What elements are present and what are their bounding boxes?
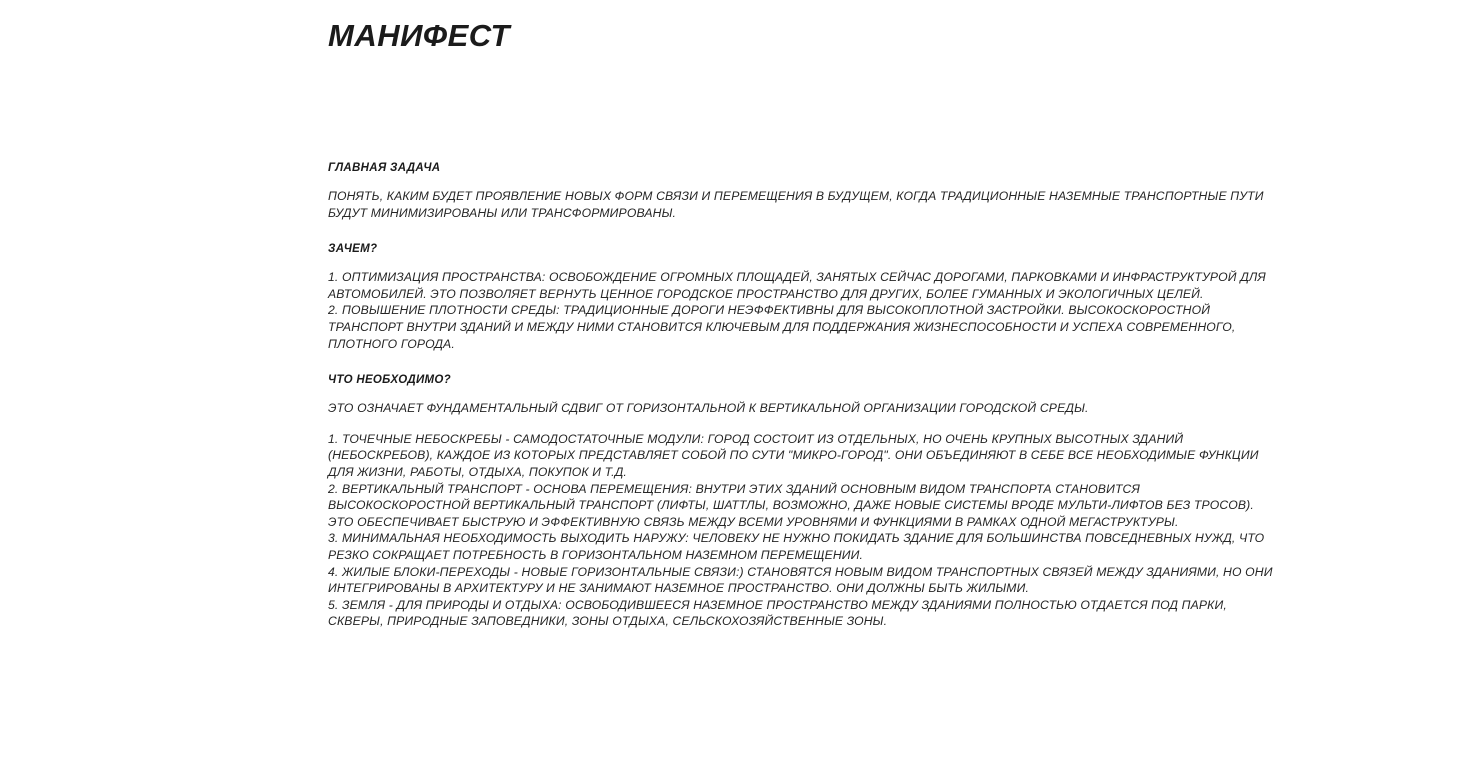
document-body	[328, 162, 1280, 630]
paragraph: 2. ВЕРТИКАЛЬНЫЙ ТРАНСПОРТ - ОСНОВА ПЕРЕМЕЩЕНИЯ: ВНУТРИ ЭТИХ ЗДАНИЙ ОСНОВНЫМ ВИДОМ ТРАНСПОРТА СТАНОВИТСЯ ВЫСОКОСКОРОСТНОЙ ВЕРТИКАЛЬНЫЙ ТРАНСПОРТ (ЛИФТЫ, ШАТТЛЫ, ВОЗМОЖНО, ДАЖЕ НОВЫЕ СИСТЕМЫ ВРОДЕ МУЛЬТИ-ЛИФТОВ БЕЗ ТРОСОВ). ЭТО ОБЕСПЕЧИВАЕТ БЫСТРУЮ И ЭФФЕКТИВНУЮ СВЯЗЬ МЕЖДУ ВСЕМИ УРОВНЯМИ И ФУНКЦИЯМИ В РАМКАХ ОДНОЙ МЕГАСТРУКТУРЫ.	[328, 481, 1254, 529]
spacer	[328, 417, 1280, 431]
section-why	[328, 243, 1280, 352]
section-why-paragraphs	[328, 269, 1280, 352]
paragraph: 4. ЖИЛЫЕ БЛОКИ-ПЕРЕХОДЫ - НОВЫЕ ГОРИЗОНТАЛЬНЫЕ СВЯЗИ:) СТАНОВЯТСЯ НОВЫМ ВИДОМ ТРАНСПОРТНЫХ СВЯЗЕЙ МЕЖДУ ЗДАНИЯМИ, НО ОНИ ИНТЕГРИРОВАНЫ В АРХИТЕКТУРУ И НЕ ЗАНИМАЮТ НАЗЕМНОЕ ПРОСТРАНСТВО. ОНИ ДОЛЖНЫ БЫТЬ ЖИЛЫМИ.	[328, 564, 1273, 596]
paragraph: 1. ОПТИМИЗАЦИЯ ПРОСТРАНСТВА: ОСВОБОЖДЕНИЕ ОГРОМНЫХ ПЛОЩАДЕЙ, ЗАНЯТЫХ СЕЙЧАС ДОРОГАМИ, ПАРКОВКАМИ И ИНФРАСТРУКТУРОЙ ДЛЯ АВТОМОБИЛЕЙ. ЭТО ПОЗВОЛЯЕТ ВЕРНУТЬ ЦЕННОЕ ГОРОДСКОЕ ПРОСТРАНСТВО ДЛЯ ДРУГИХ, БОЛЕЕ ГУМАННЫХ И ЭКОЛОГИЧНЫХ ЦЕЛЕЙ.	[328, 270, 1266, 301]
section-heading-main-task: ГЛАВНАЯ ЗАДАЧА	[328, 162, 441, 174]
spacer	[328, 352, 1280, 374]
paragraph: 1. ТОЧЕЧНЫЕ НЕБОСКРЕБЫ - САМОДОСТАТОЧНЫЕ МОДУЛИ: ГОРОД СОСТОИТ ИЗ ОТДЕЛЬНЫХ, НО ОЧЕНЬ КРУПНЫХ ВЫСОТНЫХ ЗДАНИЙ (НЕБОСКРЕБОВ), КАЖДОЕ ИЗ КОТОРЫХ ПРЕДСТАВЛЯЕТ СОБОЙ ПО СУТИ "МИКРО-ГОРОД". ОНИ ОБЪЕДИНЯЮТ В СЕБЕ ВСЕ НЕОБХОДИМЫЕ ФУНКЦИИ ДЛЯ ЖИЗНИ, РАБОТЫ, ОТДЫХА, ПОКУПОК И Т.Д.	[328, 431, 1259, 479]
paragraph: ПОНЯТЬ, КАКИМ БУДЕТ ПРОЯВЛЕНИЕ НОВЫХ ФОРМ СВЯЗИ И ПЕРЕМЕЩЕНИЯ В БУДУЩЕМ, КОГДА ТРАДИЦИОННЫЕ НАЗЕМНЫЕ ТРАНСПОРТНЫЕ ПУТИ БУДУТ МИНИМИЗИРОВАНЫ ИЛИ ТРАНСФОРМИРОВАНЫ.	[328, 189, 1264, 220]
spacer	[328, 221, 1280, 243]
section-main-task-paragraphs	[328, 188, 1280, 221]
section-what-needed-paragraphs	[328, 431, 1280, 630]
section-heading-why: ЗАЧЕМ?	[328, 243, 378, 256]
section-intro: ЭТО ОЗНАЧАЕТ ФУНДАМЕНТАЛЬНЫЙ СДВИГ ОТ ГОРИЗОНТАЛЬНОЙ К ВЕРТИКАЛЬНОЙ ОРГАНИЗАЦИИ ГОРОДСКОЙ СРЕДЫ.	[328, 401, 1089, 416]
section-heading-what-needed: ЧТО НЕОБХОДИМО?	[328, 374, 452, 387]
page-title: МАНИФЕСТ	[328, 18, 510, 53]
section-what-needed	[328, 374, 1280, 630]
paragraph: 2. ПОВЫШЕНИЕ ПЛОТНОСТИ СРЕДЫ: ТРАДИЦИОННЫЕ ДОРОГИ НЕЭФФЕКТИВНЫ ДЛЯ ВЫСОКОПЛОТНОЙ ЗАСТРОЙКИ. ВЫСОКОСКОРОСТНОЙ ТРАНСПОРТ ВНУТРИ ЗДАНИЙ И МЕЖДУ НИМИ СТАНОВИТСЯ КЛЮЧЕВЫМ ДЛЯ ПОДДЕРЖАНИЯ ЖИЗНЕСПОСОБНОСТИ И УСПЕХА СОВРЕМЕННОГО, ПЛОТНОГО ГОРОДА.	[328, 303, 1236, 351]
section-main-task	[328, 162, 1280, 221]
paragraph: 3. МИНИМАЛЬНАЯ НЕОБХОДИМОСТЬ ВЫХОДИТЬ НАРУЖУ: ЧЕЛОВЕКУ НЕ НУЖНО ПОКИДАТЬ ЗДАНИЕ ДЛЯ БОЛЬШИНСТВА ПОВСЕДНЕВНЫХ НУЖД, ЧТО РЕЗКО СОКРАЩАЕТ ПОТРЕБНОСТЬ В ГОРИЗОНТАЛЬНОМ НАЗЕМНОМ ПЕРЕМЕЩЕНИИ.	[328, 531, 1265, 562]
paragraph: 5. ЗЕМЛЯ - ДЛЯ ПРИРОДЫ И ОТДЫХА: ОСВОБОДИВШЕЕСЯ НАЗЕМНОЕ ПРОСТРАНСТВО МЕЖДУ ЗДАНИЯМИ ПОЛНОСТЬЮ ОТДАЕТСЯ ПОД ПАРКИ, СКВЕРЫ, ПРИРОДНЫЕ ЗАПОВЕДНИКИ, ЗОНЫ ОТДЫХА, СЕЛЬСКОХОЗЯЙСТВЕННЫЕ ЗОНЫ.	[328, 597, 1227, 629]
